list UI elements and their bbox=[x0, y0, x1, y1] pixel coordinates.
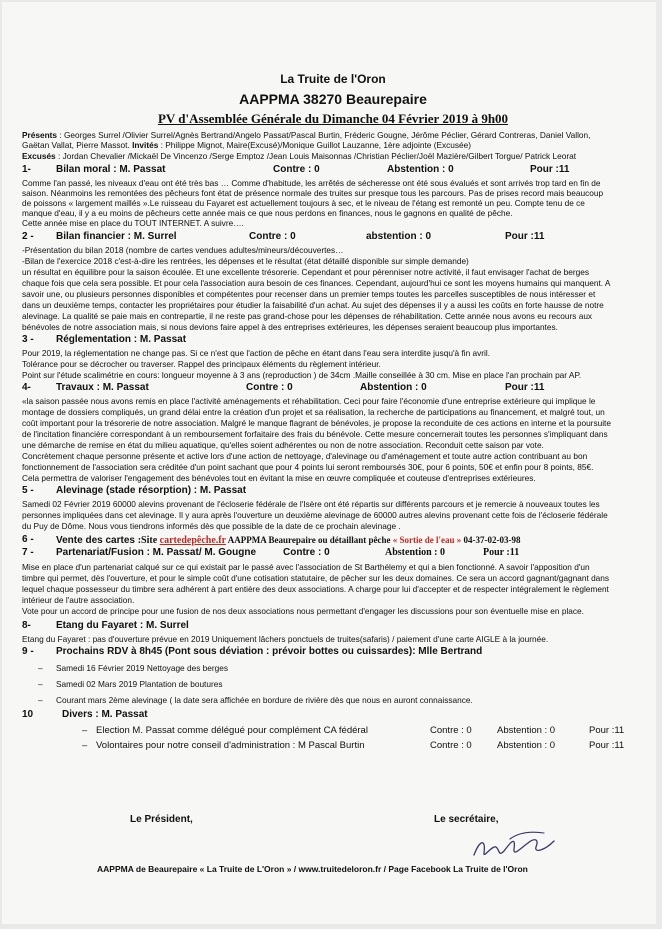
secretary-signature-label: Le secrétaire, bbox=[434, 814, 499, 825]
paragraph-line: lequel chaque possesseur du timbre sera adhérent à part entière des deux associations. A charge pour lui d'accepter et de respecter intégralement le règlement bbox=[22, 584, 609, 594]
section-number: 1- bbox=[22, 164, 31, 175]
paragraph-line: dans un deuxième temps, contacter les propriétaires pour étudier la faisabilité d'un achat. Au sujet des dépenses il y a aussi les coûts en forte hausse de notre bbox=[22, 300, 604, 310]
dash-bullet: – bbox=[38, 679, 43, 689]
seller-text: AAPPMA Beaurepaire ou détaillant pêche bbox=[226, 535, 393, 545]
paragraph-line: timbre qui permet, dès l'ouverture, et pour le simple coût d'une cotisation statutaire, de pêcher sur les deux domaines. Ce sera un accord gagnant/gagnant dans bbox=[22, 573, 610, 583]
paragraph-line: un résultat en équilibre pour la saison écoulée. Et une excellente trésorerie. Cependant et pour pérenniser notre activité, il faut envisager l'achat de berges bbox=[22, 267, 590, 277]
document-page bbox=[2, 2, 656, 924]
site-link[interactable]: cartedepêche.fr bbox=[159, 535, 227, 546]
paragraph-line: fonctionnement de l'association sera créditée d'un point sachant que pour 4 points lui seront remboursés 30€, pour 6 points, 50€ et enfin pour 8 points, 85€. bbox=[22, 462, 594, 472]
paragraph-line: bénévoles de notre association mais, si nous devions faire appel à des entreprises extérieures, les dépenses seraient beaucoup plus importantes. bbox=[22, 322, 558, 332]
paragraph-line: Comme l'an passé, les niveaux d'eau ont été très bas … Comme d'habitude, les arrêtés de sécheresse ont été sous évalués et sont arrivés trop tard en fin de bbox=[22, 178, 601, 188]
vote-pour: Pour :11 bbox=[505, 231, 545, 242]
vote-abstention: Abstention : 0 bbox=[497, 740, 556, 751]
dash-bullet: – bbox=[82, 740, 88, 751]
section-title: Bilan moral : M. Passat bbox=[56, 164, 166, 175]
section-title: Etang du Fayaret : M. Surrel bbox=[56, 620, 189, 631]
vote-abstention: abstention : 0 bbox=[366, 231, 432, 242]
paragraph-line: saison. Néanmoins les remontées des pêcheurs font état de présence normale des truites sur presque tous les parcours. Pas de prises record mais beaucoup bbox=[22, 188, 604, 198]
section-number: 5 - bbox=[22, 485, 34, 496]
paragraph-line: Cela permettra de valoriser l'engagement des bénévoles tout en évitant la mise en œuvre compliquée et couteuse d'entreprises extérieures. bbox=[22, 473, 536, 483]
section-title: Travaux : M. Passat bbox=[56, 382, 149, 393]
vote-pour: Pour :11 bbox=[589, 725, 625, 736]
site-label: :Site bbox=[137, 535, 160, 546]
paragraph-line: «la saison passée nous avons remis en place l'activité aménagements et réhabilitation. Ceci pour faire l'économie d'une entreprise extérieure qui implique le bbox=[22, 396, 596, 406]
paragraph-line: Concrètement chaque personne présente et active lors d'une action de nettoyage, d'alevinage ou d'aménagement et toute autre action contribuant au bon bbox=[22, 451, 588, 461]
dash-bullet: – bbox=[82, 725, 88, 736]
paragraph-line: Vote pour un accord de principe pour une fusion de nos deux associations nous permettant d'engager les discussions pour son éventuelle mise en place. bbox=[22, 606, 584, 616]
section-title: Vente des cartes bbox=[56, 535, 138, 546]
vote-pour: Pour :11 bbox=[530, 164, 570, 175]
vote-contre: Contre : 0 bbox=[283, 547, 330, 558]
section-title: Divers : M. Passat bbox=[62, 709, 148, 720]
cards-sale-line bbox=[56, 534, 520, 547]
presents-text-2: Gaëtan Vallat, Pierre Massot. bbox=[22, 140, 133, 150]
paragraph-line: Point sur l'étude scalimétrie en cours: longueur moyenne à 3 ans (reproduction ) de 34cm .Maille conseillée à 30 cm. Mise en place l'an prochain par AP. bbox=[22, 370, 582, 380]
document-title: PV d'Assemblée Générale du Dimanche 04 Février 2019 à 9h00 bbox=[157, 111, 509, 126]
club-name: La Truite de l'Oron bbox=[280, 72, 386, 86]
excuses-text: : Jordan Chevalier /Mickaël De Vincenzo /Serge Emptoz /Jean Louis Maisonnas /Christian Péclier/Joël Mazière/Gilbert Torgue/ Patrick Leorat bbox=[55, 151, 577, 161]
paragraph-line: Etang du Fayaret : pas d'ouverture prévue en 2019 Uniquement lâchers ponctuels de truites(safaris) / paiement d'une carte AIGLE à la journée. bbox=[22, 634, 549, 644]
section-number: 3 - bbox=[22, 334, 34, 345]
paragraph-line: chaque fois que cela sera possible. Et pour cela l'association aura besoin de ces finances. Cependant, aujourd'hui ce sont les moyens humains qui manquent. A bbox=[22, 278, 611, 288]
vote-contre: Contre : 0 bbox=[273, 164, 320, 175]
invites-text: : Philippe Mignot, Maire(Excusé)/Monique Guillot Lauzanne, 1ère adjointe (Excusée) bbox=[158, 140, 472, 150]
section-number: 7 - bbox=[22, 547, 34, 558]
paragraph-line: Cette année mise en place du TOUT INTERNET. A suivre…. bbox=[22, 218, 244, 228]
section-number: 9 - bbox=[22, 646, 34, 657]
paragraph-line: intérieur de l'autre association. bbox=[22, 595, 135, 605]
paragraph-line: alevinage. La qualité se paie mais en contrepartie, il ne reste pas grand-chose pour les dépenses de réhabilitation. Cette année nous avons eu recours aux bbox=[22, 311, 593, 321]
paragraph-line: coût important pour la trésorerie de notre association. Malgré le manque flagrant de bénévoles, je propose la reconduite de ces actions en interne et la poursuite bbox=[22, 418, 611, 428]
section-number: 4- bbox=[22, 382, 31, 393]
vote-contre: Contre : 0 bbox=[430, 740, 472, 751]
section-title: Partenariat/Fusion : M. Passat/ M. Gougne bbox=[56, 547, 257, 558]
paragraph-line: montage de dossiers compliqués, un grand délai entre la création d'un projet et sa réalisation, la recherche de participations au financement, et malgré tout, un bbox=[22, 407, 605, 417]
section-title: Alevinage (stade résorption) : M. Passat bbox=[56, 485, 247, 496]
section-number: 10 bbox=[22, 709, 34, 720]
paragraph-line: une démarche de remise en état du milieu aquatique, qu'elles soient adhérentes ou non de notre association. Reconduit cette saison par vote. bbox=[22, 440, 544, 450]
paragraph-line: Pour 2019, la réglementation ne change pas. Si ce n'est que l'action de pêche en étant dans l'eau sera interdite jusqu'à fin avril. bbox=[22, 348, 491, 358]
paragraph-line: manque d'eau, il y a eu moins de pêcheurs cette année mais ce que nous perdons en finances, nous le gagnons en qualité de pêche. bbox=[22, 208, 513, 218]
paragraph-line: du Puy de Dôme. Nous vous tiendrons informés dès que possible de la date de ce prochain alevinage . bbox=[22, 521, 401, 531]
divers-row-text: Election M. Passat comme délégué pour complément CA fédéral bbox=[96, 725, 368, 736]
invites-label: Invités bbox=[132, 140, 159, 150]
paragraph-line: Samedi 02 Février 2019 60000 alevins provenant de l'écloserie fédérale de l'Isère ont été répartis sur différents parcours et je remercie à nouveaux toutes les bbox=[22, 499, 600, 509]
vote-pour: Pour :11 bbox=[505, 382, 545, 393]
paragraph-line: de l'incitation financière correspondant à un remboursement forfaitaire des frais du bénévole. Cette mesure concernerait toutes les personnes s'impliquant dans bbox=[22, 429, 608, 439]
section-title: Bilan financier : M. Surrel bbox=[56, 231, 177, 242]
handwritten-signature bbox=[470, 825, 560, 865]
section-title: Réglementation : M. Passat bbox=[56, 334, 187, 345]
vote-contre: Contre : 0 bbox=[430, 725, 472, 736]
paragraph-line: -Bilan de l'exercice 2018 c'est-à-dire les rentrées, les dépenses et le résultat (état détaillé disponible sur simple demande) bbox=[22, 256, 469, 266]
paragraph-line: -Présentation du bilan 2018 (nombre de cartes vendues adultes/mineurs/découvertes… bbox=[22, 245, 344, 255]
section-number: 8- bbox=[22, 620, 31, 631]
association-title: AAPPMA 38270 Beaurepaire bbox=[239, 91, 427, 107]
shop-name: « Sortie de l'eau » bbox=[392, 535, 462, 545]
list-item-text: Samedi 16 Février 2019 Nettoyage des berges bbox=[56, 663, 229, 673]
list-item-text: Courant mars 2ème alevinage ( la date sera affichée en bordure de rivière dès que nous en auront connaissance. bbox=[56, 695, 473, 705]
vote-pour: Pour :11 bbox=[483, 547, 520, 558]
presents-label: Présents bbox=[22, 130, 58, 140]
dash-bullet: – bbox=[38, 695, 43, 705]
vote-abstention: Abstention : 0 bbox=[385, 547, 446, 558]
section-number: 2 - bbox=[22, 231, 34, 242]
divers-row-text: Volontaires pour notre conseil d'administration : M Pascal Burtin bbox=[96, 740, 365, 751]
paragraph-line: savoir une, ou plusieurs personnes disponibles et compétentes pour recenser dans un premier temps toutes les parcelles susceptibles de nous intéresser et bbox=[22, 289, 596, 299]
phone-number: 04-37-02-03-98 bbox=[461, 535, 521, 545]
section-title: Prochains RDV à 8h45 (Pont sous déviation : prévoir bottes ou cuissardes): Mlle Bertrand bbox=[56, 646, 483, 657]
footer-text: AAPPMA de Beaurepaire « La Truite de L'Oron » / www.truitedeloron.fr / Page Facebook La Truite de l'Oron bbox=[97, 864, 528, 874]
paragraph-line: Tolérance pour se décrocher ou traverser. Rappel des principaux éléments du règlement intérieur. bbox=[22, 359, 381, 369]
vote-contre: Contre : 0 bbox=[249, 231, 296, 242]
vote-contre: Contre : 0 bbox=[246, 382, 293, 393]
paragraph-line: personnes impliquées dans cet alevinage. Il y aura après l'ouverture un deuxième alevinage de 60000 autres alevins provenant cette fois de l'écloserie fédérale bbox=[22, 510, 608, 520]
vote-abstention: Abstention : 0 bbox=[497, 725, 556, 736]
paragraph-line: Mise en place d'un partenariat calqué sur ce qui existait par le passé avec l'association de St Barthélemy et qui a bien fonctionné. A savoir l'apposition d'un bbox=[22, 562, 590, 572]
paragraph-line: de poissons « largement maillés ».Le ruisseau du Fayaret est actuellement toujours à sec, et le niveau de l'étang est remonté un peu. Compte tenu de ce bbox=[22, 198, 585, 208]
vote-abstention: Abstention : 0 bbox=[387, 164, 454, 175]
excuses-label: Excusés bbox=[22, 151, 56, 161]
president-signature-label: Le Président, bbox=[130, 814, 193, 825]
vote-abstention: Abstention : 0 bbox=[360, 382, 427, 393]
vote-pour: Pour :11 bbox=[589, 740, 625, 751]
dash-bullet: – bbox=[38, 663, 43, 673]
section-number: 6 - bbox=[22, 534, 34, 545]
presents-text: : Georges Surrel /Olivier Surrel/Agnès Bertrand/Angelo Passat/Pascal Burtin, Fréderic Gougne, Jérôme Péclier, Gérard Contreras, Daniel Vallon, bbox=[57, 130, 591, 140]
list-item-text: Samedi 02 Mars 2019 Plantation de boutures bbox=[56, 679, 223, 689]
